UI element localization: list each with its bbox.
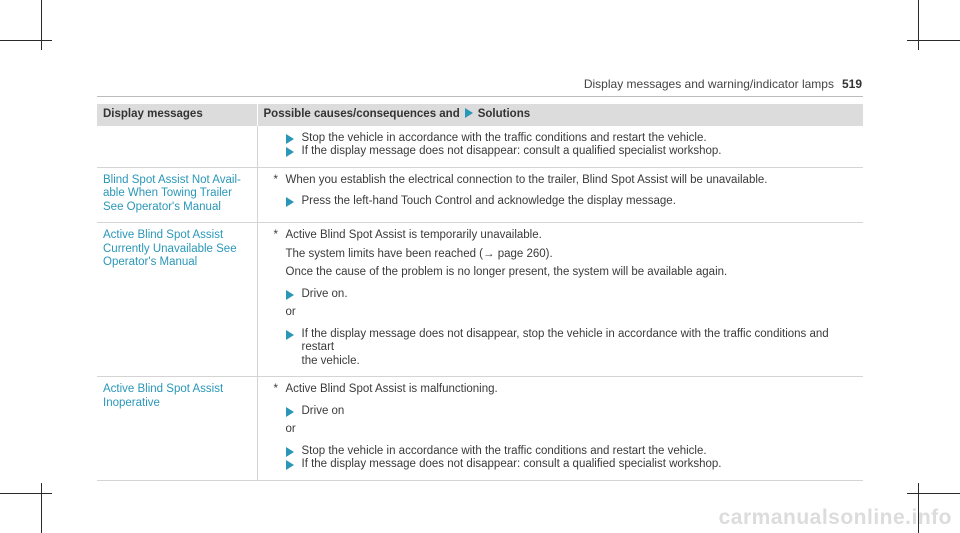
asterisk-icon: *: [273, 229, 278, 241]
crop-mark-top-left-v: [41, 0, 42, 50]
or-label: or: [285, 306, 296, 318]
running-head-title: Display messages and warning/indicator lamps: [583, 77, 834, 91]
header-causes-label: Possible causes/consequences and: [263, 108, 460, 120]
crop-mark-bottom-right-h: [907, 493, 960, 494]
solution-step: If the display message does not disappear: consult a qualified specialist workshop.: [264, 145, 858, 159]
arrow-bullet-icon: [286, 197, 294, 207]
table-header-row: [97, 104, 863, 126]
arrow-bullet-icon: [465, 108, 473, 118]
header-display-messages: Display messages: [97, 104, 257, 126]
crop-mark-top-left-h: [0, 40, 52, 41]
arrow-bullet-icon: [286, 134, 294, 144]
table-row: [97, 223, 863, 377]
solution-cell: [257, 167, 863, 223]
solution-cell: [257, 126, 863, 168]
cause-text: * Active Blind Spot Assist is temporarily unavailable.: [273, 229, 542, 241]
page-number: 519: [841, 77, 862, 91]
display-message-line: able When Towing Trailer: [103, 187, 232, 199]
info-line: The system limits have been reached (→ page 260).: [285, 247, 553, 260]
running-head: [584, 77, 862, 91]
header-rule: [97, 96, 863, 97]
table-row: [97, 126, 863, 168]
solution-cell: [257, 223, 863, 377]
solution-step: Drive on.: [264, 288, 858, 302]
message-cell: [97, 223, 257, 377]
display-message-line: Operator's Manual: [103, 256, 198, 268]
solution-step: Press the left-hand Touch Control and acknowledge the display message.: [264, 195, 858, 209]
info-line: Once the cause of the problem is no longer present, the system will be available again.: [285, 266, 728, 278]
arrow-bullet-icon: [286, 147, 294, 157]
arrow-bullet-icon: [286, 330, 294, 340]
arrow-bullet-icon: [286, 447, 294, 457]
crop-mark-bottom-left-h: [0, 493, 52, 494]
crop-mark-top-right-v: [918, 0, 919, 50]
solution-step: Drive on: [264, 405, 858, 419]
crop-mark-top-right-h: [907, 40, 960, 41]
header-causes-solutions: [257, 104, 863, 126]
cause-text: * When you establish the electrical connection to the trailer, Blind Spot Assist will be unavailable.: [273, 173, 768, 186]
crop-mark-bottom-left-v: [41, 483, 42, 533]
solution-step: Stop the vehicle in accordance with the traffic conditions and restart the vehicle.: [264, 445, 858, 459]
asterisk-icon: *: [273, 173, 278, 186]
solution-step: Stop the vehicle in accordance with the traffic conditions and restart the vehicle.: [264, 132, 858, 146]
header-solutions-label: Solutions: [477, 108, 531, 120]
message-cell: [97, 126, 257, 168]
display-message-line: Inoperative: [103, 396, 160, 409]
cause-text: * Active Blind Spot Assist is malfunctioning.: [273, 383, 498, 395]
solution-step: If the display message does not disappear, stop the vehicle in accordance with the traffic conditions and restart the vehicle.: [264, 328, 858, 369]
display-messages-table: [97, 104, 863, 481]
display-message-line: Currently Unavailable See: [103, 242, 237, 255]
arrow-bullet-icon: [286, 407, 294, 417]
display-message-line: Blind Spot Assist Not Avail-: [103, 173, 241, 186]
solution-step: If the display message does not disappear: consult a qualified specialist workshop.: [264, 458, 858, 472]
asterisk-icon: *: [273, 383, 278, 395]
table-row: [97, 167, 863, 223]
display-message-line: See Operator's Manual: [103, 200, 221, 213]
arrow-bullet-icon: [286, 290, 294, 300]
message-cell: [97, 377, 257, 481]
or-label: or: [285, 423, 296, 435]
solution-cell: [257, 377, 863, 481]
arrow-bullet-icon: [286, 460, 294, 470]
message-cell: [97, 167, 257, 223]
watermark: carmanualsonline.info: [718, 506, 952, 529]
table-row: [97, 377, 863, 481]
display-message-line: Active Blind Spot Assist: [103, 229, 224, 241]
display-message-line: Active Blind Spot Assist: [103, 383, 224, 395]
